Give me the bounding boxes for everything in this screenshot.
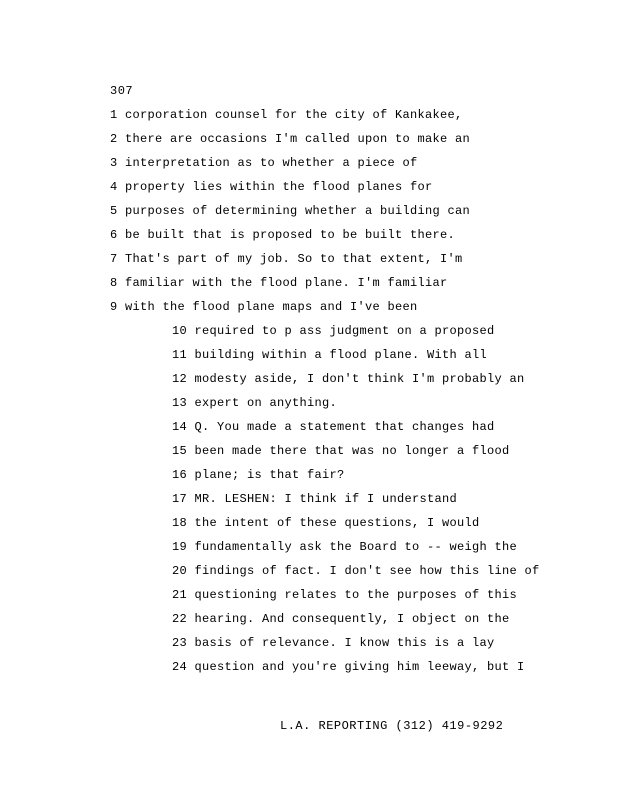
transcript-line: 12 modesty aside, I don't think I'm probably an bbox=[172, 372, 525, 386]
transcript-line: 6 be built that is proposed to be built there. bbox=[110, 228, 456, 242]
page-number: 307 bbox=[110, 84, 134, 98]
transcript-line: 11 building within a flood plane. With all bbox=[172, 348, 488, 362]
transcript-line: 15 been made there that was no longer a flood bbox=[172, 444, 510, 458]
transcript-line: 24 question and you're giving him leeway, but I bbox=[172, 660, 525, 674]
transcript-line: 20 findings of fact. I don't see how this line of bbox=[172, 564, 540, 578]
transcript-line: 7 That's part of my job. So to that extent, I'm bbox=[110, 252, 463, 266]
transcript-line: 5 purposes of determining whether a building can bbox=[110, 204, 471, 218]
transcript-line: 13 expert on anything. bbox=[172, 396, 338, 410]
transcript-line: 4 property lies within the flood planes for bbox=[110, 180, 433, 194]
transcript-line: 10 required to p ass judgment on a proposed bbox=[172, 324, 495, 338]
transcript-line: 18 the intent of these questions, I would bbox=[172, 516, 480, 530]
transcript-line: 2 there are occasions I'm called upon to make an bbox=[110, 132, 471, 146]
transcript-line: 16 plane; is that fair? bbox=[172, 468, 345, 482]
transcript-line: 21 questioning relates to the purposes of this bbox=[172, 588, 518, 602]
transcript-line: 8 familiar with the flood plane. I'm familiar bbox=[110, 276, 448, 290]
transcript-line: 17 MR. LESHEN: I think if I understand bbox=[172, 492, 458, 506]
transcript-line: 23 basis of relevance. I know this is a lay bbox=[172, 636, 495, 650]
transcript-line: 1 corporation counsel for the city of Kankakee, bbox=[110, 108, 463, 122]
transcript-line: 9 with the flood plane maps and I've been bbox=[110, 300, 418, 314]
transcript-line: 14 Q. You made a statement that changes had bbox=[172, 420, 495, 434]
transcript-line: 3 interpretation as to whether a piece of bbox=[110, 156, 418, 170]
footer-reporting: L.A. REPORTING (312) 419-9292 bbox=[280, 719, 504, 733]
transcript-line: 22 hearing. And consequently, I object on the bbox=[172, 612, 510, 626]
transcript-line: 19 fundamentally ask the Board to -- weigh the bbox=[172, 540, 518, 554]
